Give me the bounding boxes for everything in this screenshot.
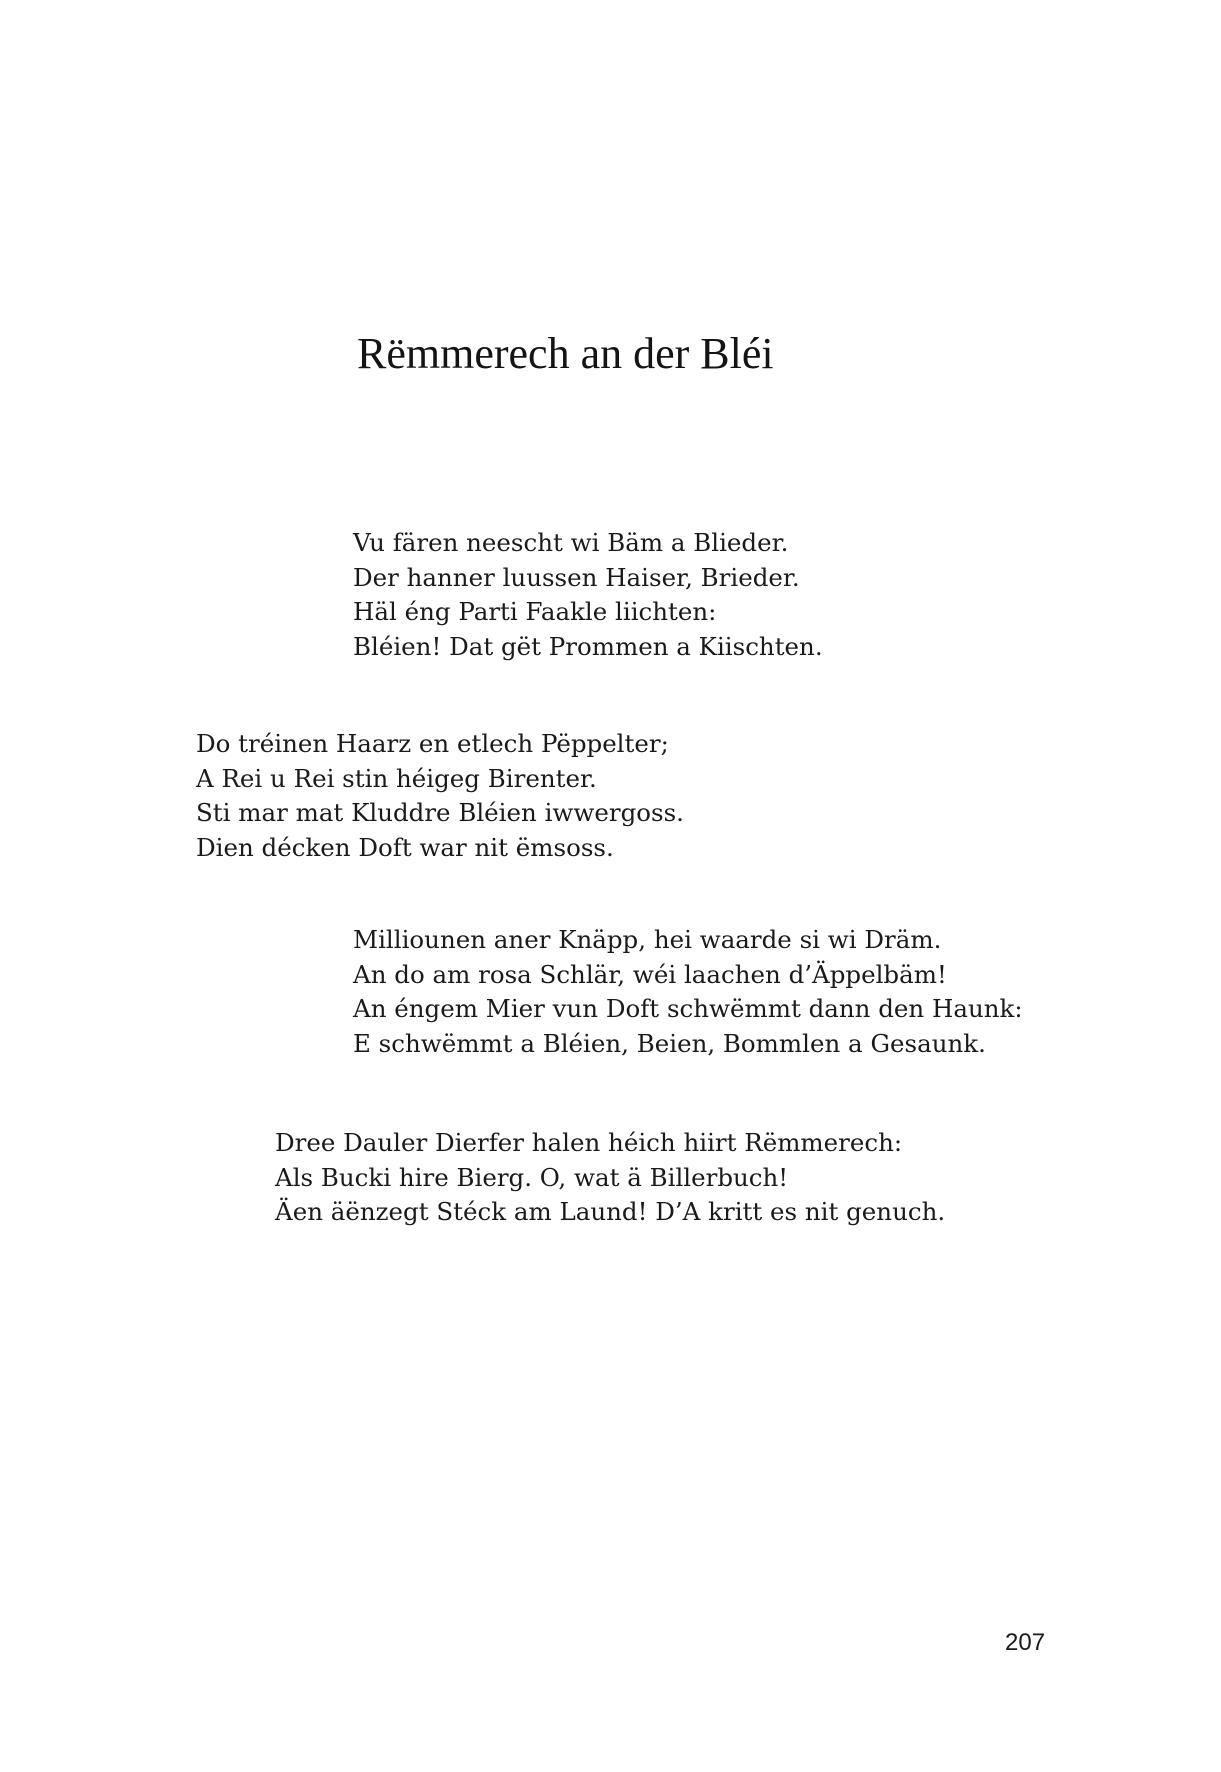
verse-line: Der hanner luussen Haiser, Brieder. (353, 562, 800, 592)
verse-line: E schwëmmt a Bléien, Beien, Bommlen a Gesaunk. (353, 1028, 986, 1058)
verse-line: Vu fären neescht wi Bäm a Blieder. (353, 528, 789, 557)
verse-line: Häl éng Parti Faakle liichten: (353, 597, 717, 626)
stanza-2 (196, 727, 684, 865)
stanza-4 (275, 1126, 945, 1230)
verse-line: Dree Dauler Dierfer halen héich hiirt Rëmmerech: (275, 1128, 903, 1157)
verse-line: Milliounen aner Knäpp, hei waarde si wi Dräm. (353, 925, 942, 954)
verse-line: Sti mar mat Kluddre Bléien iwwergoss. (196, 798, 684, 827)
verse-line: A Rei u Rei stin héigeg Birenter. (196, 763, 597, 793)
verse-line: Als Bucki hire Bierg. O, wat ä Billerbuch! (275, 1162, 789, 1192)
stanza-1 (353, 526, 823, 664)
poem-title: Rëmmerech an der Bléi (357, 329, 774, 378)
verse-line: An do am rosa Schlär, wéi laachen d’Äppelbäm! (353, 959, 947, 989)
verse-line: Dien décken Doft war nit ëmsoss. (196, 832, 614, 862)
page-number: 207 (1005, 1629, 1046, 1656)
stanza-3 (353, 923, 1023, 1061)
verse-line: An éngem Mier vun Doft schwëmmt dann den Haunk: (353, 994, 1023, 1023)
verse-line: Bléien! Dat gët Prommen a Kiischten. (353, 631, 823, 661)
verse-line: Äen äënzegt Stéck am Laund! D’A kritt es nit genuch. (275, 1197, 946, 1226)
verse-line: Do tréinen Haarz en etlech Pëppelter; (196, 729, 669, 758)
